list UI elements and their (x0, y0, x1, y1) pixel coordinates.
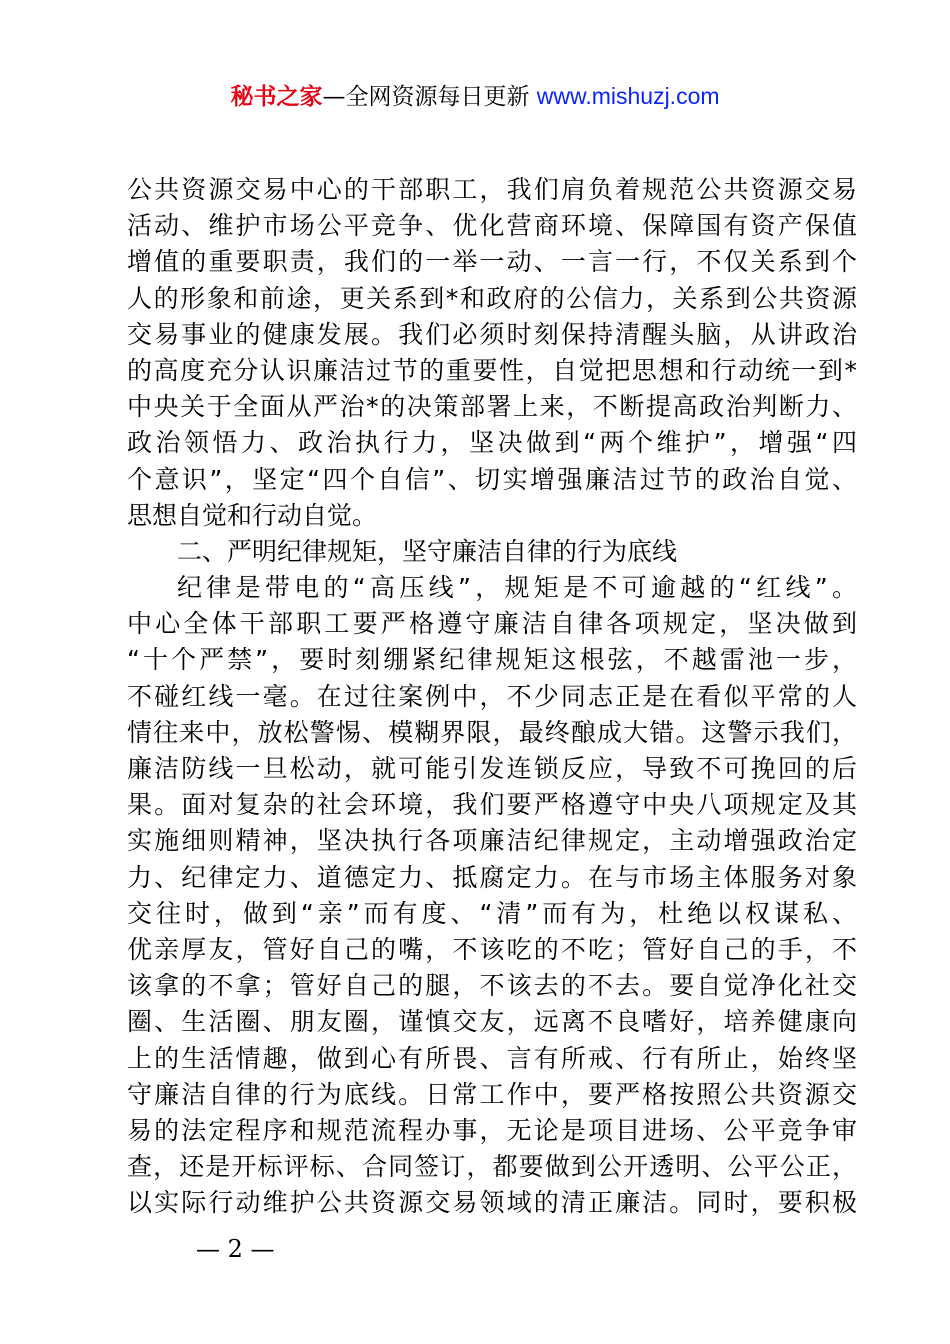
text-line: 以实际行动维护公共资源交易领域的清正廉洁。同时，要积极 (127, 1188, 857, 1218)
section-heading: 二、严明纪律规矩，坚守廉洁自律的行为底线 (177, 536, 678, 566)
text-line: 易的法定程序和规范流程办事，无论是项目进场、公平竞争审 (127, 1115, 857, 1145)
text-line: 纪律是带电的“高压线”，规矩是不可逾越的“红线”。 (177, 573, 857, 603)
text-line: 力、纪律定力、道德定力、抵腐定力。在与市场主体服务对象 (127, 862, 857, 892)
header-url: www.mishuzj.com (536, 83, 720, 109)
text-line: 不碰红线一毫。在过往案例中，不少同志正是在看似平常的人 (127, 681, 857, 711)
text-line: 中心全体干部职工要严格遵守廉洁自律各项规定，坚决做到 (127, 609, 857, 639)
text-line: 优亲厚友，管好自己的嘴，不该吃的不吃；管好自己的手，不 (127, 934, 857, 964)
text-line: 廉洁防线一旦松动，就可能引发连锁反应，导致不可挽回的后 (127, 754, 857, 783)
text-line: 个意识”，坚定“四个自信”、切实增强廉洁过节的政治自觉、 (127, 464, 857, 494)
text-line: 守廉洁自律的行为底线。日常工作中，要严格按照公共资源交 (127, 1079, 857, 1109)
text-line: 果。面对复杂的社会环境，我们要严格遵守中央八项规定及其 (127, 790, 857, 820)
header-brand: 秘书之家 (230, 84, 323, 110)
text-line: 思想自觉和行动自觉。 (127, 500, 378, 530)
text-line: 实施细则精神，坚决执行各项廉洁纪律规定，主动增强政治定 (127, 826, 857, 856)
page-number: — 2 — (196, 1235, 275, 1263)
text-line: 情往来中，放松警惕、模糊界限，最终酿成大错。这警示我们， (127, 717, 857, 747)
text-line: 交易事业的健康发展。我们必须时刻保持清醒头脑，从讲政治 (127, 319, 857, 349)
header-tagline: —全网资源每日更新 (322, 84, 537, 110)
text-line: “十个严禁”，要时刻绷紧纪律规矩这根弦，不越雷池一步， (127, 645, 857, 675)
text-line: 上的生活情趣，做到心有所畏、言有所戒、行有所止，始终坚 (127, 1043, 857, 1073)
text-line: 该拿的不拿；管好自己的腿，不该去的不去。要自觉净化社交 (127, 971, 857, 1001)
text-line: 的高度充分认识廉洁过节的重要性，自觉把思想和行动统一到* (127, 355, 857, 385)
text-line: 政治领悟力、政治执行力，坚决做到“两个维护”，增强“四 (127, 428, 857, 458)
document-body (127, 172, 857, 1221)
text-line: 公共资源交易中心的干部职工，我们肩负着规范公共资源交易 (127, 175, 857, 204)
text-line: 交往时，做到“亲”而有度、“清”而有为，杜绝以权谋私、 (127, 898, 857, 928)
text-line: 增值的重要职责，我们的一举一动、一言一行，不仅关系到个 (127, 247, 857, 277)
text-line: 中央关于全面从严治*的决策部署上来，不断提高政治判断力、 (127, 392, 857, 422)
text-line: 人的形象和前途，更关系到*和政府的公信力，关系到公共资源 (127, 283, 857, 313)
site-header (0, 80, 950, 113)
text-line: 活动、维护市场公平竞争、优化营商环境、保障国有资产保值 (127, 211, 857, 241)
text-line: 圈、生活圈、朋友圈，谨慎交友，远离不良嗜好，培养健康向 (127, 1007, 857, 1037)
text-line: 查，还是开标评标、合同签订，都要做到公开透明、公平公正， (127, 1152, 857, 1182)
